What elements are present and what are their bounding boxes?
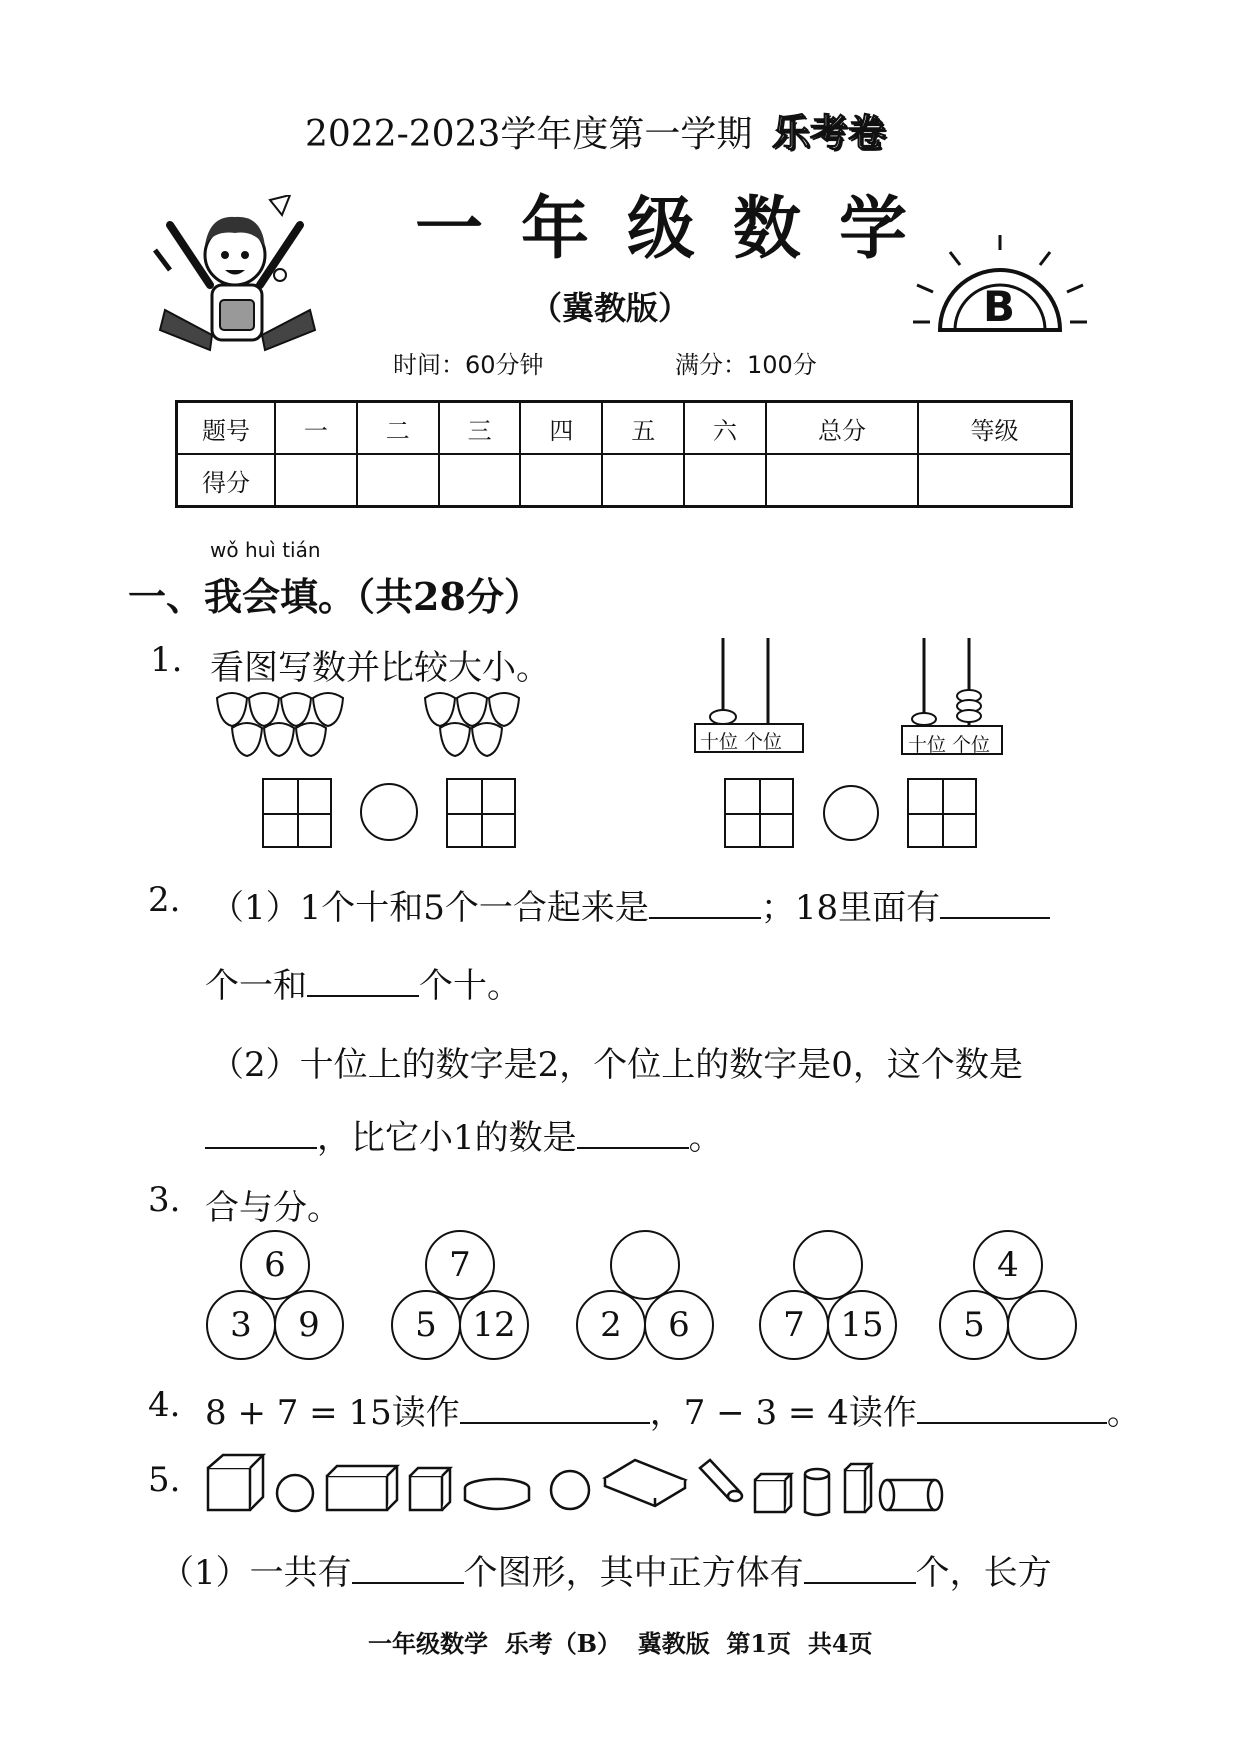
fill-blank[interactable] (917, 1388, 1107, 1424)
table-cell: 得分 (177, 454, 276, 507)
answer-box[interactable] (446, 778, 516, 848)
section-pinyin: wǒ huì tián (210, 538, 321, 562)
abacus-label: 十位 个位 (908, 734, 991, 756)
number-circle[interactable]: 9 (274, 1290, 344, 1360)
section-title: 一、我会填。（共28分） (128, 574, 542, 619)
q4-text: ，7 − 3 = 4读作 (649, 1393, 917, 1433)
fill-blank[interactable] (352, 1548, 464, 1584)
q4-line (205, 1385, 1141, 1434)
q5-number: 5. (148, 1460, 181, 1500)
score-input-cell[interactable] (602, 454, 684, 507)
number-circle[interactable]: 5 (391, 1290, 461, 1360)
fill-blank[interactable] (940, 883, 1050, 919)
number-circle[interactable] (793, 1230, 863, 1300)
q3-text: 合与分。 (205, 1188, 341, 1228)
main-title: 一年级数学 (415, 190, 946, 269)
number-circle[interactable]: 5 (939, 1290, 1009, 1360)
table-cell: 五 (602, 402, 684, 455)
q1-text: 看图写数并比较大小。 (210, 648, 550, 688)
compare-circle[interactable] (360, 783, 418, 841)
compare-circle[interactable] (823, 785, 879, 841)
score-input-cell[interactable] (918, 454, 1072, 507)
number-circle[interactable]: 15 (827, 1290, 897, 1360)
table-cell: 一 (275, 402, 357, 455)
q2-text: 。 (688, 1118, 723, 1158)
q2-text: （1）1个十和5个一合起来是 (210, 888, 649, 928)
number-circle[interactable]: 2 (576, 1290, 646, 1360)
q2-text: 个十。 (419, 966, 521, 1006)
score-input-cell[interactable] (766, 454, 918, 507)
q2-line1 (210, 880, 1050, 929)
q2-line4 (205, 1110, 723, 1159)
table-cell: 二 (357, 402, 439, 455)
table-cell: 总分 (766, 402, 918, 455)
q1-number: 1. (150, 640, 183, 680)
score-input-cell[interactable] (684, 454, 766, 507)
number-circle[interactable]: 3 (206, 1290, 276, 1360)
score-input-cell[interactable] (439, 454, 521, 507)
q2-line2 (205, 958, 521, 1007)
table-cell: 题号 (177, 402, 276, 455)
q2-number: 2. (148, 880, 181, 920)
fill-blank[interactable] (205, 1113, 317, 1149)
q5-text: 个图形，其中正方体有 (463, 1553, 804, 1593)
strawberries-right (420, 688, 540, 768)
grade-letter: B (983, 282, 1016, 331)
kid-illustration (150, 195, 340, 370)
q5-text: 个，长方 (915, 1553, 1052, 1593)
score-table-score-row (177, 454, 1072, 507)
year-term-title (305, 102, 886, 157)
q2-text: ，比它小1的数是 (317, 1118, 577, 1158)
q4-text: 。 (1106, 1393, 1141, 1433)
table-cell: 六 (684, 402, 766, 455)
score-input-cell[interactable] (357, 454, 439, 507)
q5-text: （1）一共有 (160, 1553, 352, 1593)
number-circle[interactable]: 6 (644, 1290, 714, 1360)
q2-text: 个一和 (205, 966, 307, 1006)
number-circle[interactable]: 7 (759, 1290, 829, 1360)
answer-box[interactable] (724, 778, 794, 848)
strawberries-left (212, 688, 357, 768)
q2-text: ；18里面有 (760, 888, 941, 928)
number-circle[interactable] (1007, 1290, 1077, 1360)
table-cell: 等级 (918, 402, 1072, 455)
answer-box[interactable] (907, 778, 977, 848)
score-table-header-row (177, 402, 1072, 455)
number-circle[interactable]: 6 (240, 1230, 310, 1300)
q4-text: 8 + 7 = 15读作 (205, 1393, 460, 1433)
edition-label: （冀教版） (530, 289, 691, 327)
score-input-cell[interactable] (275, 454, 357, 507)
number-circle[interactable]: 4 (973, 1230, 1043, 1300)
time-label: 时间：60分钟 (393, 351, 544, 379)
fill-blank[interactable] (804, 1548, 916, 1584)
q4-number: 4. (148, 1385, 181, 1425)
number-circle[interactable]: 7 (425, 1230, 495, 1300)
q5-line1 (160, 1545, 1052, 1594)
full-score-label: 满分：100分 (675, 351, 817, 379)
fill-blank[interactable] (307, 961, 419, 997)
solid-shapes-row (205, 1450, 965, 1525)
answer-box[interactable] (262, 778, 332, 848)
badge: 乐考卷 (771, 111, 886, 155)
fill-blank[interactable] (460, 1388, 650, 1424)
q2-line3: （2）十位上的数字是2，个位上的数字是0，这个数是 (210, 1045, 1023, 1085)
page-footer: 一年级数学 乐考（B） 冀教版 第1页 共4页 (368, 1629, 873, 1658)
q3-number: 3. (148, 1180, 181, 1220)
number-circle[interactable] (610, 1230, 680, 1300)
fill-blank[interactable] (577, 1113, 689, 1149)
score-table (175, 400, 1073, 508)
fill-blank[interactable] (649, 883, 761, 919)
table-cell: 四 (520, 402, 602, 455)
abacus-label: 十位 个位 (700, 731, 783, 753)
year-term: 2022-2023学年度第一学期 (305, 114, 753, 155)
table-cell: 三 (439, 402, 521, 455)
score-input-cell[interactable] (520, 454, 602, 507)
number-circle[interactable]: 12 (459, 1290, 529, 1360)
